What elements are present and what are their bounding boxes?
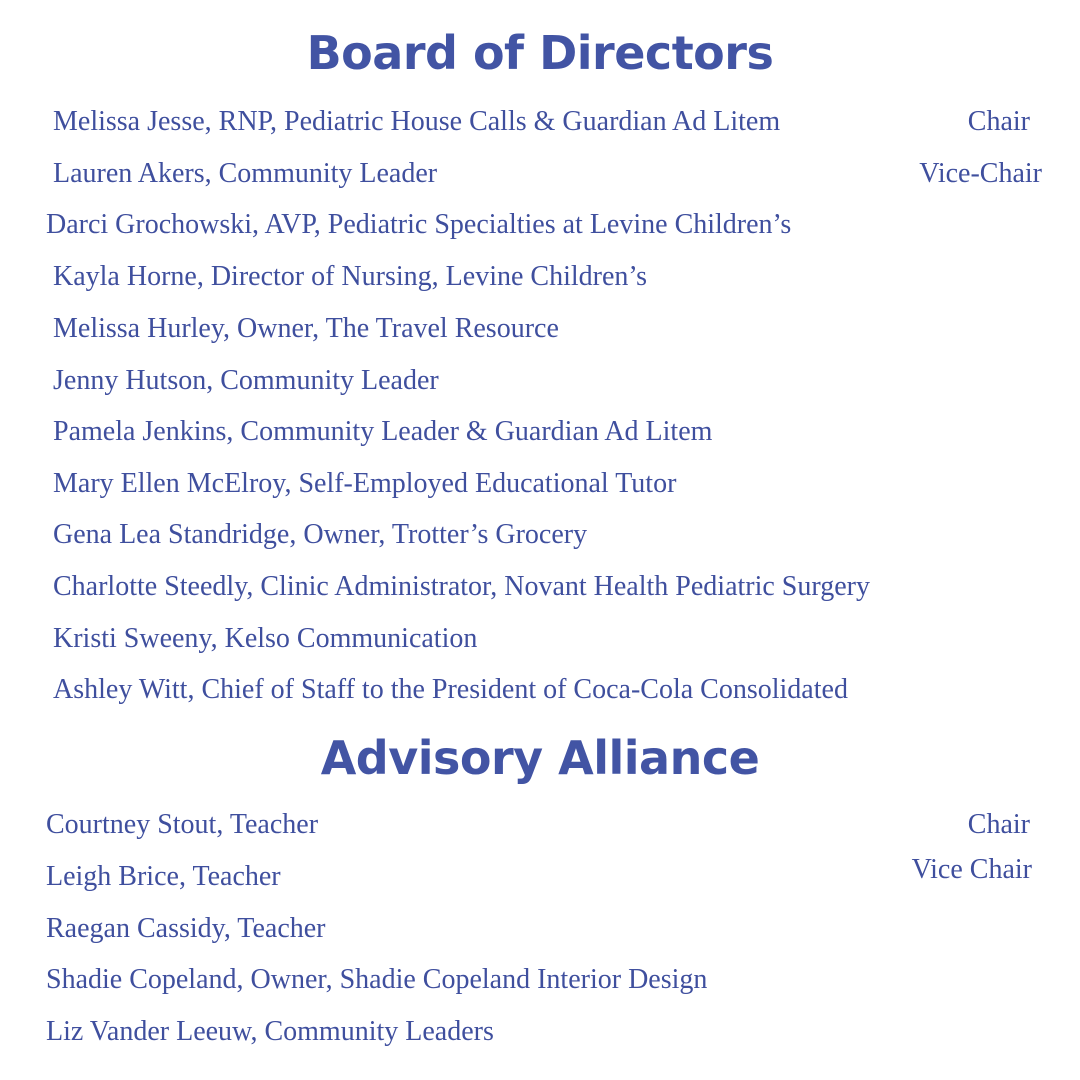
advisory-member: Leigh Brice, Teacher [46,861,281,892]
board-member: Kristi Sweeny, Kelso Communication [53,623,478,654]
advisory-member: Raegan Cassidy, Teacher [46,913,326,944]
board-member: Mary Ellen McElroy, Self-Employed Educational Tutor [53,468,677,499]
board-member: Darci Grochowski, AVP, Pediatric Specialties at Levine Children’s [46,209,792,240]
advisory-member: Courtney Stout, Teacher [46,809,319,840]
board-member: Charlotte Steedly, Clinic Administrator, Novant Health Pediatric Surgery [53,571,870,602]
board-chair-role: Chair [967,106,1030,137]
board-member: Ashley Witt, Chief of Staff to the President of Coca-Cola Consolidated [53,674,848,705]
advisory-chair-role: Chair [967,809,1030,840]
board-member: Jenny Hutson, Community Leader [53,365,439,396]
board-vice-chair-role: Vice-Chair [919,158,1042,189]
advisory-member: Liz Vander Leeuw, Community Leaders [46,1016,494,1047]
board-member: Melissa Hurley, Owner, The Travel Resource [53,313,559,344]
board-member: Melissa Jesse, RNP, Pediatric House Calls & Guardian Ad Litem [53,106,781,137]
advisory-vice-chair-role: Vice Chair [911,854,1032,885]
board-member: Kayla Horne, Director of Nursing, Levine Children’s [53,261,648,292]
advisory-member: Shadie Copeland, Owner, Shadie Copeland Interior Design [46,964,708,995]
board-of-directors-heading: Board of Directors [306,26,774,80]
advisory-alliance-heading: Advisory Alliance [320,731,760,785]
board-member: Lauren Akers, Community Leader [53,158,438,189]
board-member: Gena Lea Standridge, Owner, Trotter’s Grocery [53,519,588,550]
board-member: Pamela Jenkins, Community Leader & Guardian Ad Litem [53,416,713,447]
